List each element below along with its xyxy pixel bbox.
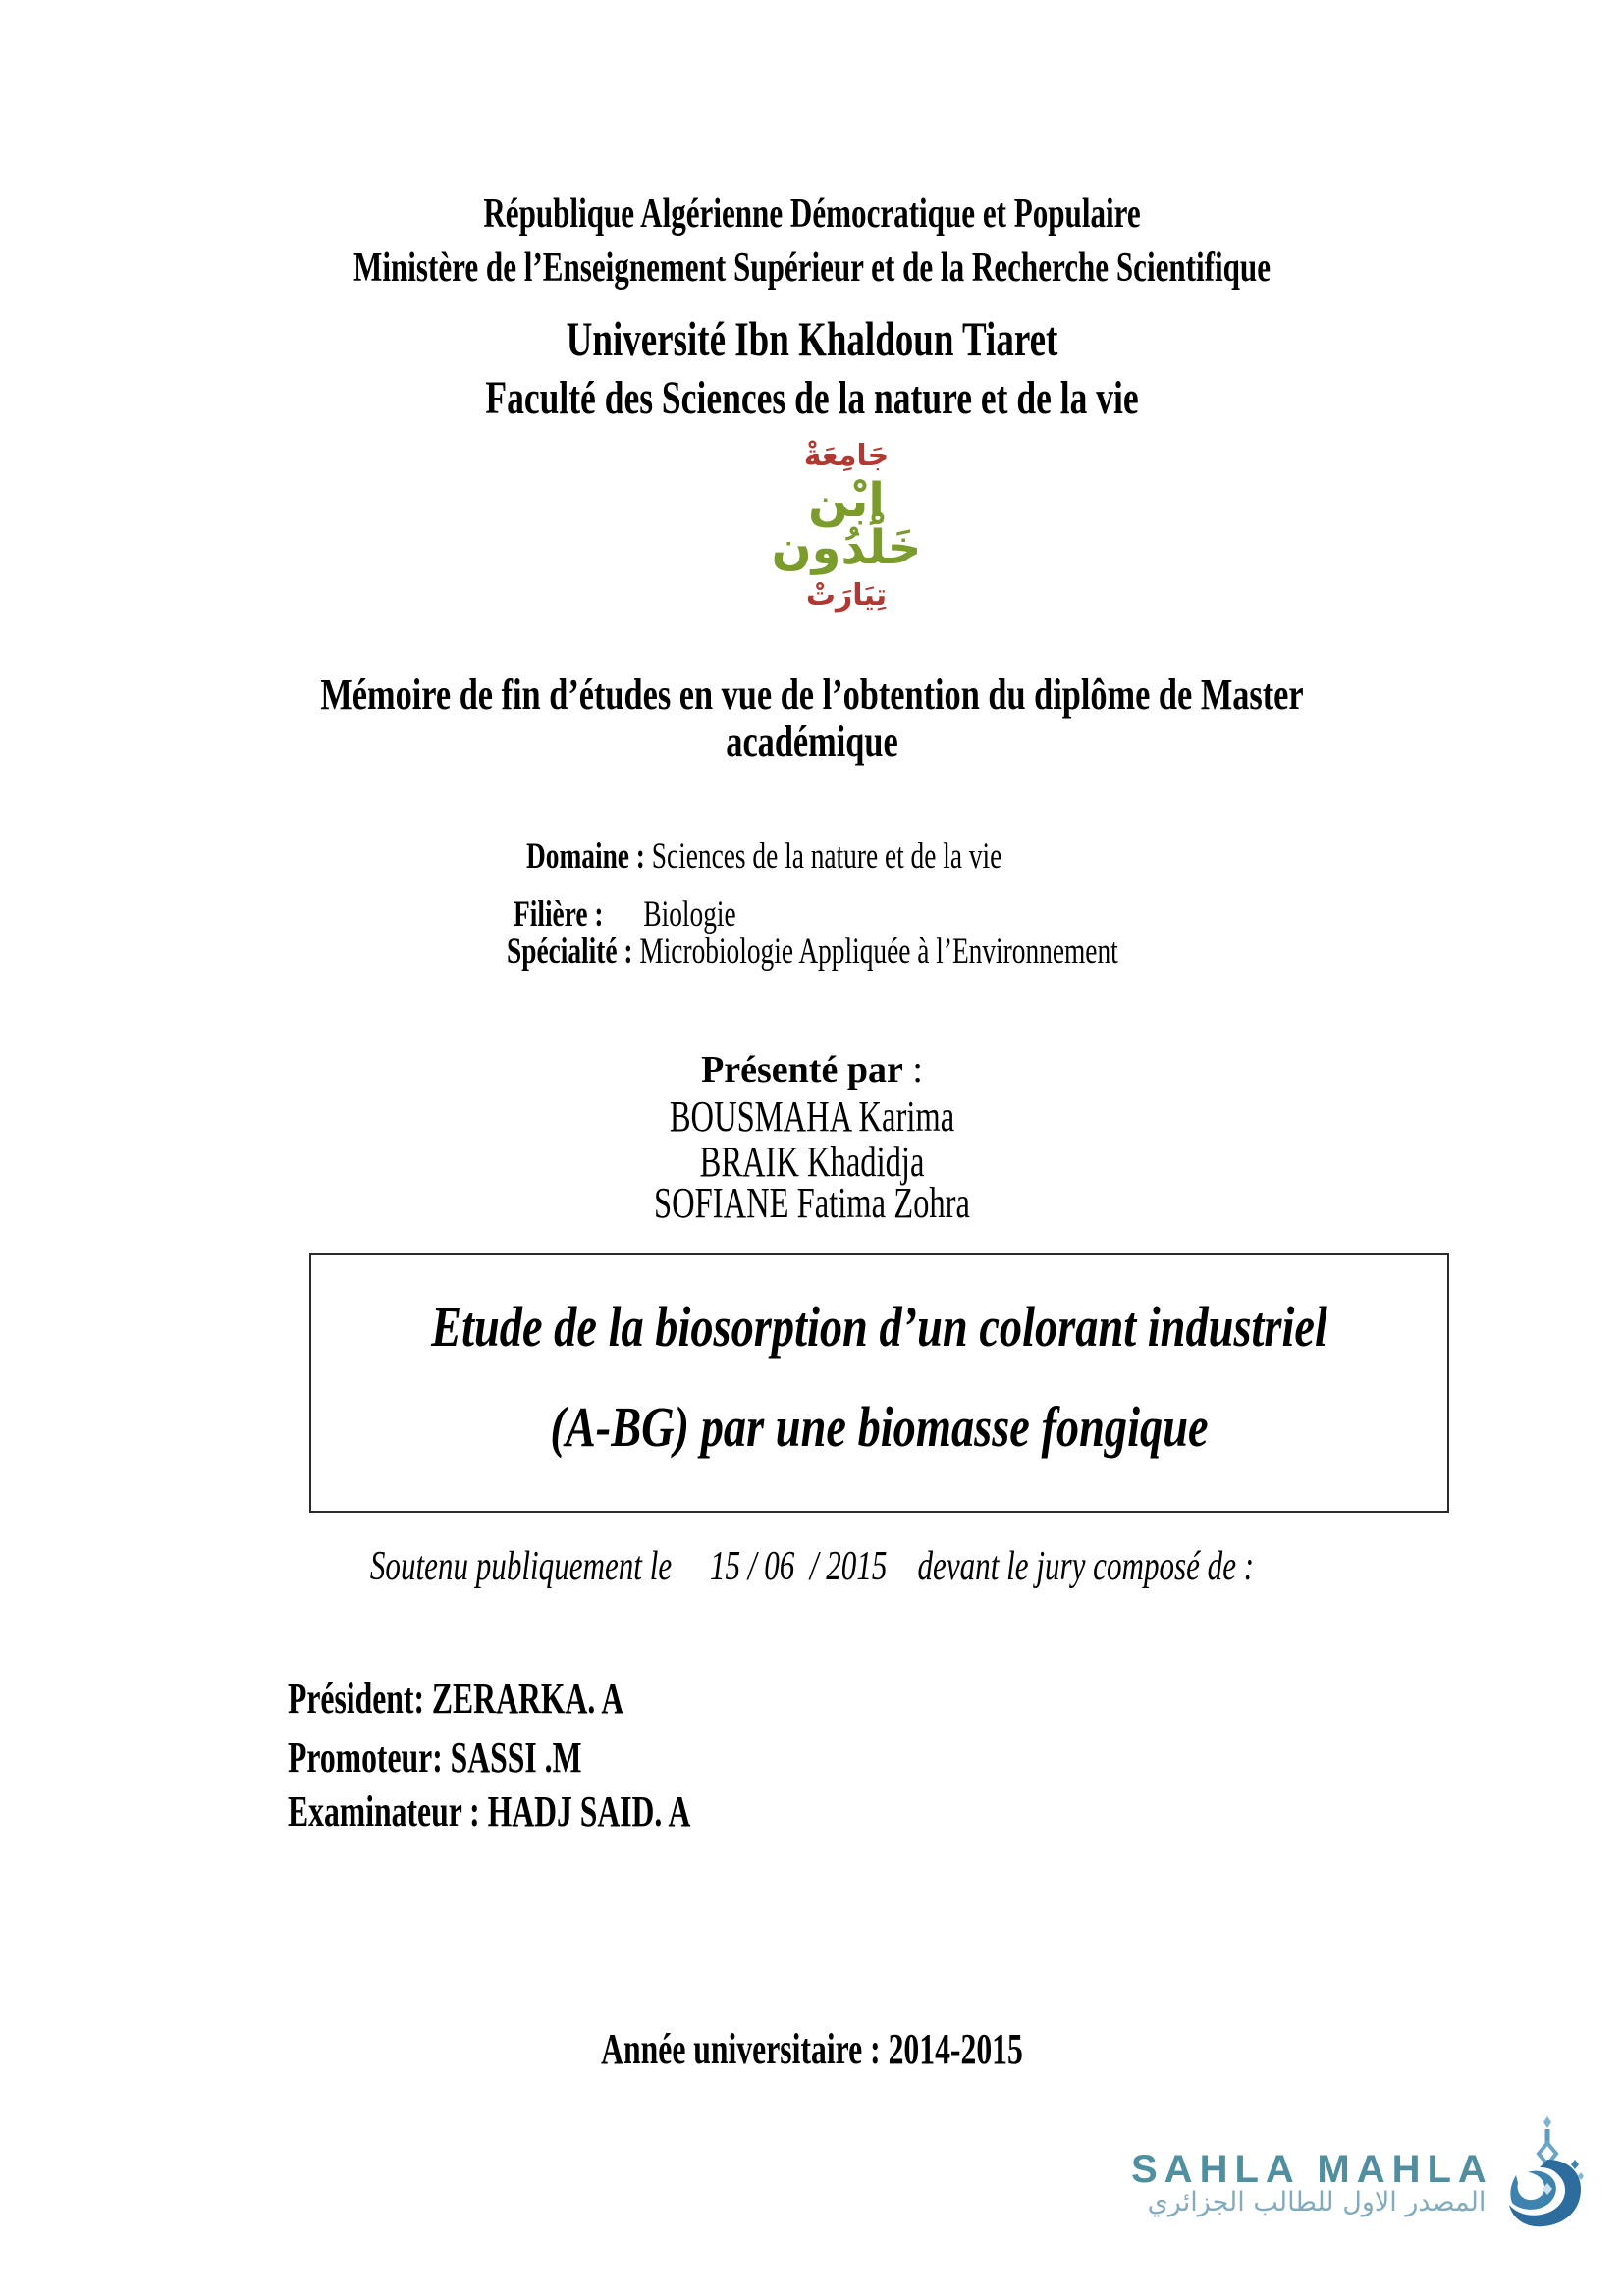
- sahla-mahla-emblem-icon: [1506, 2116, 1589, 2232]
- logo-arabic-middle: اِبْن خَلْدُون: [771, 473, 922, 575]
- logo-arabic-top: جَامِعَةْ: [803, 439, 890, 473]
- watermark-tagline: المصدر الاول للطالب الجزائري: [1147, 2187, 1487, 2217]
- republic-header: République Algérienne Démocratique et Populaire: [483, 191, 1141, 237]
- jury-promoteur: [288, 1733, 581, 1783]
- thesis-title-box: [309, 1253, 1449, 1513]
- watermark-brand: SAHLA MAHLA: [1131, 2148, 1493, 2191]
- defense-date-line: Soutenu publiquement le 15 / 06 / 2015 devant le jury composé de :: [369, 1544, 1255, 1589]
- field-specialite-value: Microbiologie Appliquée à l’Environnement: [639, 932, 1118, 972]
- jury-examinateur-role: Examinateur :: [288, 1788, 480, 1836]
- ministry-header: Ministère de l’Enseignement Supérieur et de la Recherche Scientifique: [352, 245, 1272, 291]
- author-name: BRAIK Khadidja: [699, 1138, 925, 1186]
- field-domaine-label: Domaine :: [526, 836, 645, 877]
- jury-examinateur: [288, 1787, 690, 1837]
- thesis-title-line1: Etude de la biosorption d’un colorant industriel: [431, 1295, 1327, 1359]
- jury-president-role: Président:: [288, 1675, 425, 1723]
- author-name: SOFIANE Fatima Zohra: [654, 1179, 970, 1227]
- field-filiere: [514, 893, 736, 935]
- jury-promoteur-name: SASSI .M: [450, 1734, 582, 1782]
- university-name: Université Ibn Khaldoun Tiaret: [566, 311, 1058, 366]
- degree-statement-line1: Mémoire de fin d’études en vue de l’obtention du diplôme de Master: [320, 670, 1304, 719]
- program-fields: [507, 835, 1390, 983]
- logo-arabic-bottom: تِيَارَتْ: [805, 578, 888, 613]
- thesis-title-line2: (A-BG) par une biomasse fongique: [550, 1395, 1209, 1459]
- jury-examinateur-name: HADJ SAID. A: [487, 1788, 691, 1836]
- author-name: BOUSMAHA Karima: [669, 1093, 955, 1141]
- faculty-name: Faculté des Sciences de la nature et de la vie: [485, 372, 1139, 424]
- presented-by-label: Présenté par: [701, 1049, 903, 1091]
- degree-statement: [179, 671, 1445, 766]
- university-logo-icon: [729, 439, 964, 613]
- presented-by-colon: :: [902, 1049, 923, 1091]
- field-domaine-value: Sciences de la nature et de la vie: [651, 836, 1002, 877]
- field-domaine: [526, 835, 1001, 878]
- field-filiere-value: Biologie: [643, 894, 736, 934]
- field-specialite: [507, 931, 1118, 973]
- jury-president: [288, 1674, 623, 1724]
- degree-statement-line2: académique: [726, 718, 898, 766]
- academic-year: Année universitaire : 2014-2015: [601, 2025, 1023, 2073]
- presented-by-heading: [0, 1048, 1624, 1092]
- field-filiere-label: Filière :: [514, 894, 604, 934]
- jury-president-name: ZERARKA. A: [431, 1675, 624, 1723]
- field-specialite-label: Spécialité :: [507, 932, 633, 972]
- jury-promoteur-role: Promoteur:: [288, 1734, 443, 1782]
